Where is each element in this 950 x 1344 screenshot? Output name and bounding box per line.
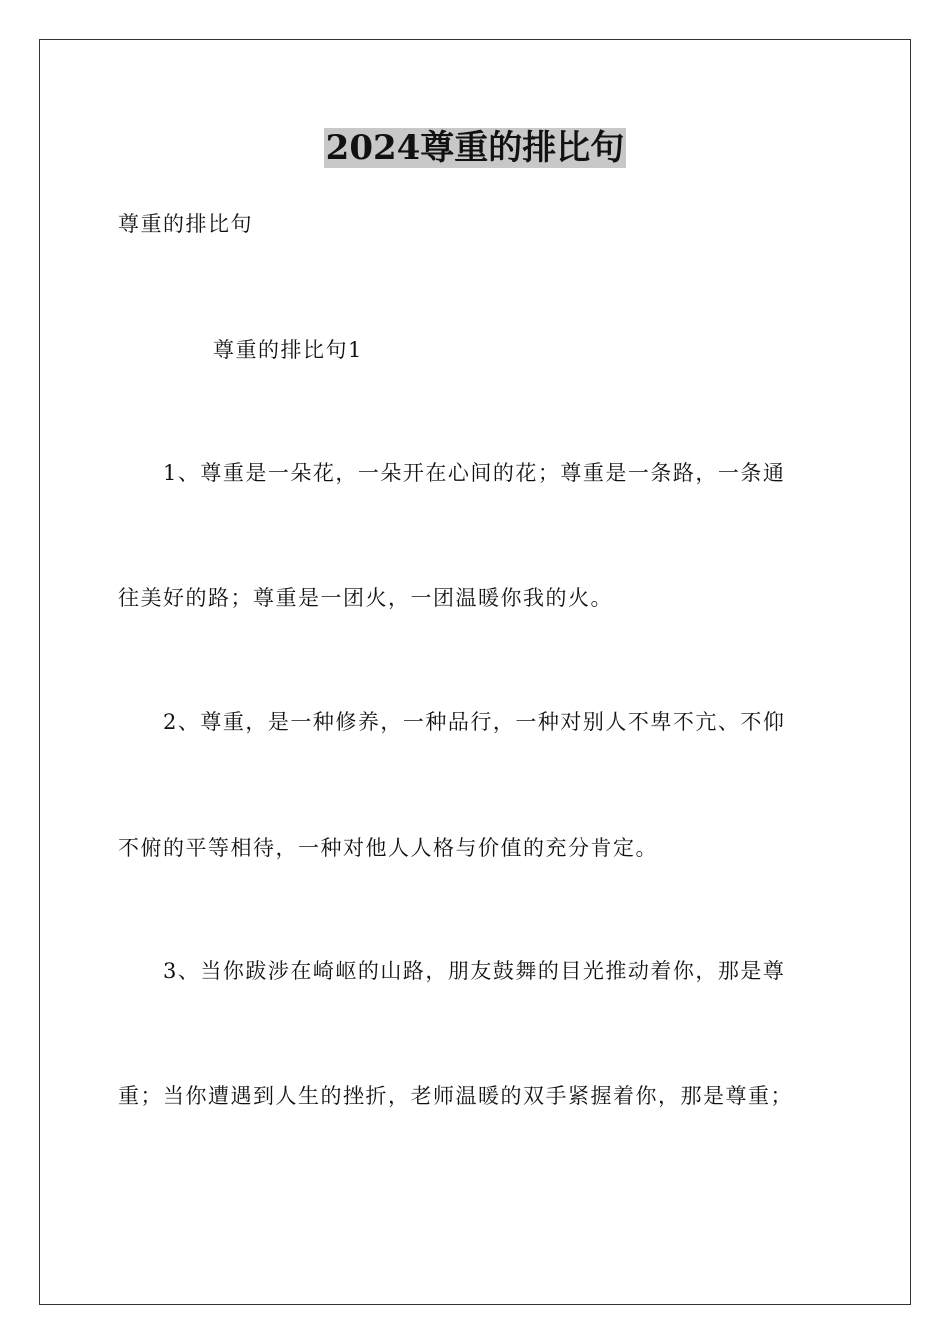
paragraph-2-line-2: 不俯的平等相待，一种对他人人格与价值的充分肯定。 [118,836,658,860]
paragraph-3-line-1: 3、当你跋涉在崎岖的山路，朋友鼓舞的目光推动着你，那是尊 [163,959,786,983]
document-title-text: 2024尊重的排比句 [325,128,625,168]
document-title [0,128,950,168]
section-heading: 尊重的排比句1 [213,338,363,362]
paragraph-3-line-2: 重；当你遭遇到人生的挫折，老师温暖的双手紧握着你，那是尊重； [118,1084,793,1108]
paragraph-2-line-1: 2、尊重，是一种修养，一种品行，一种对别人不卑不亢、不仰 [163,710,786,734]
document-subtitle: 尊重的排比句 [118,212,253,236]
paragraph-1-line-2: 往美好的路；尊重是一团火，一团温暖你我的火。 [118,586,613,610]
paragraph-1-line-1: 1、尊重是一朵花，一朵开在心间的花；尊重是一条路，一条通 [163,461,786,485]
